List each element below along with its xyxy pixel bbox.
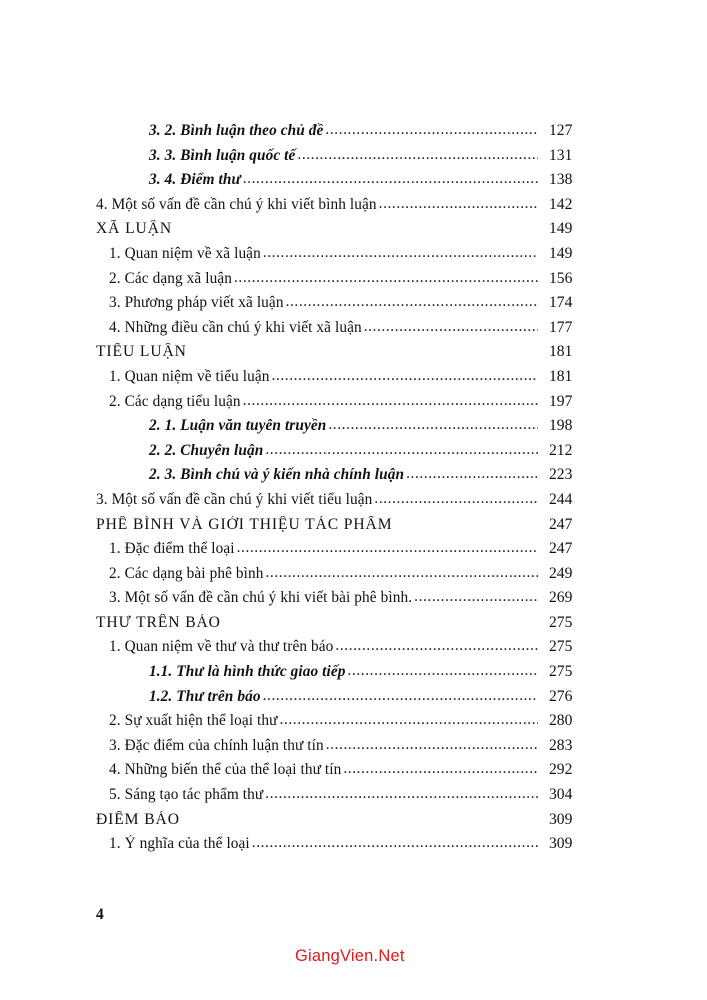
entry-page-number: 174 bbox=[549, 294, 573, 312]
entry-page-number: 181 bbox=[549, 343, 573, 361]
toc-entry-body bbox=[96, 811, 538, 829]
toc-entry bbox=[96, 417, 611, 442]
toc-entry-body bbox=[96, 466, 538, 484]
entry-page-number: 197 bbox=[549, 392, 573, 410]
toc-entry-body bbox=[96, 147, 538, 165]
toc-entry-body bbox=[96, 565, 538, 583]
section-title: XÃ LUẬN bbox=[96, 220, 173, 238]
entry-page-number: 177 bbox=[549, 318, 573, 336]
toc-entry-body bbox=[96, 122, 538, 140]
leader-dots bbox=[280, 712, 538, 729]
toc-entry bbox=[96, 393, 611, 418]
entry-page-number: 280 bbox=[549, 712, 573, 730]
toc-entry-body bbox=[96, 761, 538, 779]
leader-dots bbox=[234, 270, 538, 287]
toc-entry-body bbox=[96, 614, 538, 632]
entry-page-number: 149 bbox=[549, 220, 573, 238]
leader-dots bbox=[265, 565, 538, 582]
entry-page-number: 181 bbox=[549, 367, 573, 385]
entry-page-number: 292 bbox=[549, 761, 573, 779]
entry-title: 3. Đặc điểm của chính luận thư tín bbox=[109, 736, 324, 754]
section-title: THƯ TRÊN BÁO bbox=[96, 613, 221, 631]
toc-section-heading bbox=[96, 614, 611, 639]
entry-title: 3. 4. Điểm thư bbox=[149, 171, 241, 189]
entry-page-number: 247 bbox=[549, 515, 573, 533]
leader-dots bbox=[265, 786, 538, 803]
toc-entry-body bbox=[96, 196, 538, 214]
entry-page-number: 127 bbox=[549, 122, 573, 139]
entry-page-number: 247 bbox=[549, 540, 573, 558]
entry-title: 2. Các dạng bài phê bình bbox=[109, 564, 264, 582]
entry-title: 1. Đặc điểm thể loại bbox=[109, 540, 235, 558]
toc-entry-body bbox=[96, 589, 538, 607]
entry-page-number: 275 bbox=[549, 613, 573, 631]
entry-page-number: 269 bbox=[549, 589, 573, 607]
entry-title: 2. Các dạng tiểu luận bbox=[109, 392, 241, 410]
entry-title: 1. Quan niệm về tiểu luận bbox=[109, 367, 270, 385]
entry-page-number: 275 bbox=[549, 638, 573, 656]
leader-dots bbox=[379, 196, 538, 213]
entry-page-number: 131 bbox=[549, 146, 573, 164]
section-title: TIỂU LUẬN bbox=[96, 343, 187, 361]
entry-page-number: 309 bbox=[549, 835, 573, 853]
entry-title: 3. Phương pháp viết xã luận bbox=[109, 294, 284, 312]
leader-dots bbox=[343, 761, 538, 778]
entry-title: 3. Một số vấn đề cần chú ý khi viết tiểu luận bbox=[96, 490, 373, 508]
entry-title: 1.2. Thư trên báo bbox=[149, 687, 261, 705]
toc-entry-body bbox=[96, 245, 538, 263]
leader-dots bbox=[328, 417, 538, 434]
entry-page-number: 156 bbox=[549, 269, 573, 287]
entry-title: 3. Một số vấn đề cần chú ý khi viết bài phê bình. bbox=[109, 589, 413, 607]
toc-entry bbox=[96, 196, 611, 221]
leader-dots bbox=[243, 393, 538, 410]
toc-entry-body bbox=[96, 393, 538, 411]
entry-page-number: 212 bbox=[549, 441, 573, 459]
entry-title: 4. Một số vấn đề cần chú ý khi viết bình luận bbox=[96, 195, 377, 213]
toc-entry bbox=[96, 761, 611, 786]
toc-entry-body bbox=[96, 516, 538, 534]
leader-dots bbox=[243, 171, 538, 188]
toc-section-heading bbox=[96, 220, 611, 245]
toc-section-heading bbox=[96, 811, 611, 836]
toc-section-heading bbox=[96, 343, 611, 368]
leader-dots bbox=[286, 294, 538, 311]
entry-title: 1. Ý nghĩa của thể loại bbox=[109, 835, 250, 853]
entry-page-number: 149 bbox=[549, 244, 573, 262]
toc-entry bbox=[96, 737, 611, 762]
leader-dots bbox=[263, 245, 538, 262]
leader-dots bbox=[406, 466, 538, 483]
leader-dots bbox=[364, 319, 538, 336]
toc-entry-body bbox=[96, 835, 538, 853]
toc-entry-body bbox=[96, 786, 538, 804]
toc-entry-body bbox=[96, 540, 538, 558]
toc-entry bbox=[96, 491, 611, 516]
entry-page-number: 223 bbox=[549, 466, 573, 484]
entry-page-number: 142 bbox=[549, 195, 573, 213]
entry-title: 5. Sáng tạo tác phẩm thư bbox=[109, 786, 264, 804]
entry-title: 1.1. Thư là hình thức giao tiếp bbox=[149, 663, 346, 681]
leader-dots bbox=[325, 122, 538, 139]
toc-entry bbox=[96, 688, 611, 713]
toc-entry-body bbox=[96, 688, 538, 706]
entry-page-number: 244 bbox=[549, 490, 573, 508]
entry-page-number: 275 bbox=[549, 663, 573, 681]
page-number-folio: 4 bbox=[96, 906, 104, 923]
leader-dots bbox=[297, 147, 538, 164]
leader-dots bbox=[374, 491, 538, 508]
toc-entry bbox=[96, 663, 611, 688]
toc-entry bbox=[96, 171, 611, 196]
entry-page-number: 249 bbox=[549, 564, 573, 582]
toc-entry-body bbox=[96, 737, 538, 755]
toc-entry-body bbox=[96, 712, 538, 730]
section-title: PHÊ BÌNH VÀ GIỚI THIỆU TÁC PHẨM bbox=[96, 515, 393, 533]
toc-entry bbox=[96, 712, 611, 737]
entry-title: 1. Quan niệm về thư và thư trên báo bbox=[109, 638, 334, 656]
section-title: ĐIỂM BÁO bbox=[96, 810, 180, 828]
toc-entry-body bbox=[96, 294, 538, 312]
entry-title: 2. Sự xuất hiện thể loại thư bbox=[109, 712, 278, 730]
table-of-contents bbox=[96, 122, 611, 860]
leader-dots bbox=[414, 589, 538, 606]
toc-entry-body bbox=[96, 417, 538, 435]
entry-page-number: 304 bbox=[549, 786, 573, 804]
toc-entry-body bbox=[96, 171, 538, 189]
leader-dots bbox=[348, 663, 538, 680]
entry-page-number: 198 bbox=[549, 417, 573, 435]
entry-title: 2. Các dạng xã luận bbox=[109, 269, 232, 287]
toc-entry bbox=[96, 270, 611, 295]
toc-entry-body bbox=[96, 220, 538, 238]
toc-section-heading bbox=[96, 516, 611, 541]
leader-dots bbox=[326, 737, 538, 754]
entry-title: 3. 2. Bình luận theo chủ đề bbox=[149, 122, 324, 139]
entry-title: 2. 1. Luận văn tuyên truyền bbox=[149, 417, 327, 435]
toc-entry bbox=[96, 835, 611, 860]
entry-page-number: 309 bbox=[549, 810, 573, 828]
toc-entry bbox=[96, 466, 611, 491]
toc-entry bbox=[96, 368, 611, 393]
entry-page-number: 276 bbox=[549, 687, 573, 705]
entry-title: 2. 3. Bình chú và ý kiến nhà chính luận bbox=[149, 466, 405, 484]
toc-entry-body bbox=[96, 491, 538, 509]
leader-dots bbox=[237, 540, 538, 557]
entry-title: 4. Những biến thể của thể loại thư tín bbox=[109, 761, 342, 779]
toc-entry bbox=[96, 442, 611, 467]
toc-entry bbox=[96, 147, 611, 172]
toc-entry-body bbox=[96, 638, 538, 656]
toc-entry bbox=[96, 540, 611, 565]
entry-title: 1. Quan niệm về xã luận bbox=[109, 244, 261, 262]
toc-entry bbox=[96, 786, 611, 811]
toc-entry bbox=[96, 122, 611, 147]
leader-dots bbox=[263, 688, 538, 705]
entry-page-number: 138 bbox=[549, 171, 573, 189]
leader-dots bbox=[265, 442, 538, 459]
entry-title: 4. Những điều cần chú ý khi viết xã luận bbox=[109, 318, 362, 336]
toc-entry-body bbox=[96, 319, 538, 337]
toc-entry bbox=[96, 589, 611, 614]
toc-entry-body bbox=[96, 663, 538, 681]
entry-title: 3. 3. Bình luận quốc tế bbox=[149, 146, 296, 164]
toc-entry bbox=[96, 245, 611, 270]
toc-entry-body bbox=[96, 343, 538, 361]
toc-entry bbox=[96, 294, 611, 319]
entry-title: 2. 2. Chuyên luận bbox=[149, 441, 264, 459]
toc-entry-body bbox=[96, 368, 538, 386]
toc-entry-body bbox=[96, 442, 538, 460]
toc-entry bbox=[96, 565, 611, 590]
leader-dots bbox=[335, 638, 538, 655]
site-watermark: GiangVien.Net bbox=[295, 947, 405, 965]
toc-entry bbox=[96, 638, 611, 663]
entry-page-number: 283 bbox=[549, 736, 573, 754]
toc-entry-body bbox=[96, 270, 538, 288]
toc-entry bbox=[96, 319, 611, 344]
leader-dots bbox=[252, 835, 538, 852]
leader-dots bbox=[272, 368, 538, 385]
